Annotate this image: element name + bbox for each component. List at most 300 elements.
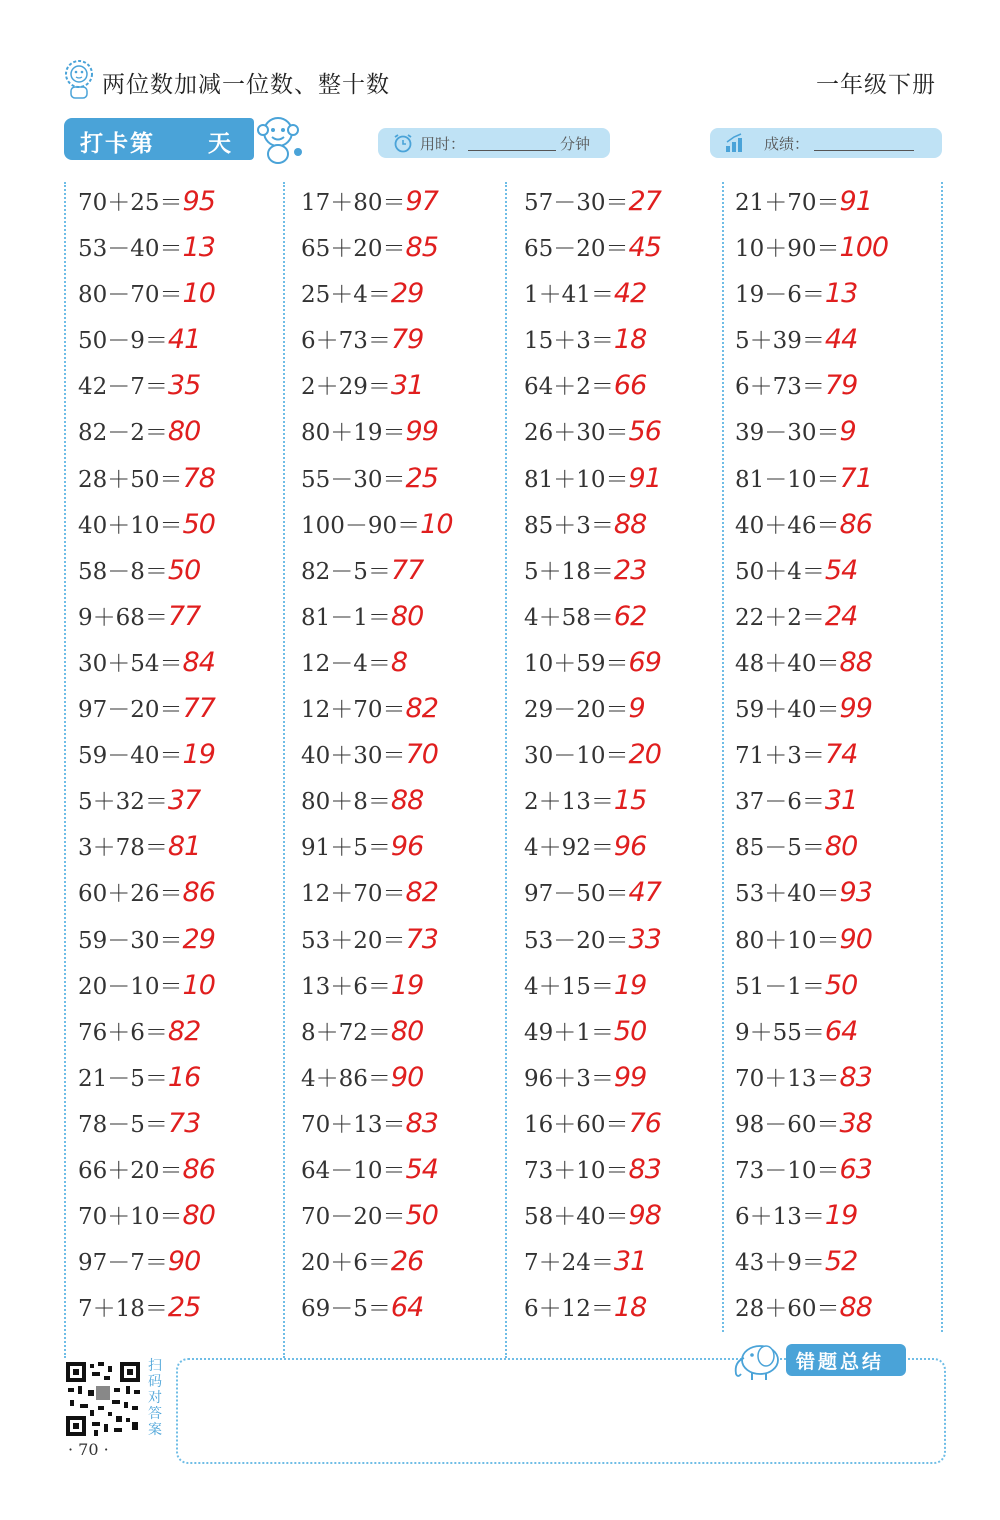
problem-row <box>524 871 661 917</box>
problem-row <box>301 964 453 1010</box>
handwritten-answer[interactable]: 8 <box>390 646 408 678</box>
divider-line <box>283 182 285 1358</box>
grade-label: 一年级下册 <box>816 72 936 98</box>
problem-row <box>524 180 661 226</box>
handwritten-answer[interactable]: 52 <box>824 1246 858 1278</box>
handwritten-answer[interactable]: 19 <box>613 969 647 1001</box>
handwritten-answer[interactable]: 31 <box>824 785 858 817</box>
divider-line <box>64 182 66 1358</box>
problem-row <box>524 733 661 779</box>
equation: 80＋19＝ <box>301 420 406 447</box>
equation: 10＋90＝ <box>735 236 840 263</box>
problem-row <box>301 226 453 272</box>
handwritten-answer[interactable]: 56 <box>628 416 661 448</box>
equation: 26＋30＝ <box>524 420 629 447</box>
problem-column-4 <box>735 180 888 1332</box>
equation: 39－30＝ <box>735 420 840 447</box>
problem-row <box>524 825 661 871</box>
handwritten-answer[interactable]: 64 <box>390 1292 424 1324</box>
problem-row <box>78 918 215 964</box>
problem-row <box>301 595 453 641</box>
problem-row <box>524 318 661 364</box>
time-field[interactable] <box>378 128 610 158</box>
handwritten-answer[interactable]: 50 <box>182 508 215 540</box>
equation: 6＋73＝ <box>301 328 391 355</box>
problem-row <box>735 733 888 779</box>
problem-row <box>78 871 215 917</box>
handwritten-answer[interactable]: 77 <box>182 693 215 725</box>
handwritten-answer[interactable]: 20 <box>628 739 661 771</box>
equation: 53＋20＝ <box>301 927 406 954</box>
equation: 53＋40＝ <box>735 881 840 908</box>
equation: 28＋60＝ <box>735 1296 840 1323</box>
handwritten-answer[interactable]: 77 <box>390 554 424 586</box>
problem-row <box>78 1286 215 1332</box>
problem-row <box>524 641 661 687</box>
handwritten-answer[interactable]: 80 <box>390 1015 424 1047</box>
page-number: · 70 · <box>68 1440 109 1459</box>
handwritten-answer[interactable]: 13 <box>182 232 215 264</box>
problem-row <box>78 687 215 733</box>
equation: 96＋3＝ <box>524 1065 614 1092</box>
problem-row <box>735 457 888 503</box>
problem-row <box>735 964 888 1010</box>
equation: 5＋39＝ <box>735 328 825 355</box>
problem-row <box>78 779 215 825</box>
handwritten-answer[interactable]: 25 <box>405 462 438 494</box>
handwritten-answer[interactable]: 80 <box>167 416 201 448</box>
equation: 7＋24＝ <box>524 1250 614 1277</box>
handwritten-answer[interactable]: 91 <box>628 462 661 494</box>
equation: 73－10＝ <box>735 1157 840 1184</box>
problem-row <box>735 779 888 825</box>
equation: 6＋12＝ <box>524 1296 614 1323</box>
equation: 2＋13＝ <box>524 789 614 816</box>
equation: 7＋18＝ <box>78 1296 168 1323</box>
handwritten-answer[interactable]: 29 <box>390 278 424 310</box>
equation: 85－5＝ <box>735 835 825 862</box>
handwritten-answer[interactable]: 86 <box>839 508 872 540</box>
handwritten-answer[interactable]: 86 <box>182 1153 215 1185</box>
equation: 19－6＝ <box>735 282 825 309</box>
handwritten-answer[interactable]: 99 <box>613 1061 647 1093</box>
handwritten-answer[interactable]: 54 <box>824 554 858 586</box>
equation: 2＋29＝ <box>301 374 391 401</box>
handwritten-answer[interactable]: 90 <box>839 923 872 955</box>
handwritten-answer[interactable]: 50 <box>613 1015 647 1047</box>
problem-row <box>301 871 453 917</box>
problem-row <box>78 1194 215 1240</box>
problem-row <box>735 180 888 226</box>
handwritten-answer[interactable]: 37 <box>167 785 201 817</box>
equation: 40＋10＝ <box>78 512 183 539</box>
handwritten-answer[interactable]: 83 <box>405 1107 438 1139</box>
handwritten-answer[interactable]: 9 <box>839 416 856 448</box>
handwritten-answer[interactable]: 96 <box>613 831 647 863</box>
bar-chart-icon <box>724 133 746 153</box>
handwritten-answer[interactable]: 31 <box>613 1246 647 1278</box>
equation: 30－10＝ <box>524 743 629 770</box>
problem-row <box>301 825 453 871</box>
problem-row <box>735 641 888 687</box>
equation: 70＋25＝ <box>78 190 183 216</box>
equation: 6＋13＝ <box>735 1204 825 1231</box>
problem-row <box>78 1010 215 1056</box>
handwritten-answer[interactable]: 47 <box>628 877 661 909</box>
equation: 59－40＝ <box>78 743 183 770</box>
problem-row <box>78 1056 215 1102</box>
equation: 78－5＝ <box>78 1111 168 1138</box>
handwritten-answer[interactable]: 78 <box>182 462 215 494</box>
equation: 65＋20＝ <box>301 236 406 263</box>
handwritten-answer[interactable]: 83 <box>628 1153 661 1185</box>
problem-row <box>301 1194 453 1240</box>
problem-row <box>735 687 888 733</box>
scan-answers-label: 扫码对答案 <box>148 1358 162 1438</box>
equation: 70＋10＝ <box>78 1204 183 1231</box>
problem-row <box>524 1194 661 1240</box>
handwritten-answer[interactable]: 41 <box>167 324 201 356</box>
problem-row <box>735 226 888 272</box>
problem-row <box>524 595 661 641</box>
handwritten-answer[interactable]: 66 <box>613 370 647 402</box>
equation: 57－30＝ <box>524 190 629 216</box>
problem-row <box>524 226 661 272</box>
problem-row <box>301 918 453 964</box>
lion-mascot-icon <box>62 58 96 100</box>
score-field[interactable] <box>710 128 942 158</box>
page-header <box>62 58 942 108</box>
equation: 29－20＝ <box>524 697 629 724</box>
checkin-day-label: 天 <box>208 131 231 157</box>
handwritten-answer[interactable]: 29 <box>182 923 215 955</box>
problem-row <box>735 1240 888 1286</box>
equation: 59－30＝ <box>78 927 183 954</box>
handwritten-answer[interactable]: 79 <box>824 370 858 402</box>
handwritten-answer[interactable]: 80 <box>824 831 858 863</box>
equation: 97－7＝ <box>78 1250 168 1277</box>
equation: 64＋2＝ <box>524 374 614 401</box>
equation: 69－5＝ <box>301 1296 391 1323</box>
handwritten-answer[interactable]: 90 <box>390 1061 424 1093</box>
handwritten-answer[interactable]: 93 <box>839 877 872 909</box>
problem-row <box>301 318 453 364</box>
summary-tag <box>786 1344 906 1376</box>
handwritten-answer[interactable]: 50 <box>405 1200 438 1232</box>
equation: 80－70＝ <box>78 282 183 309</box>
handwritten-answer[interactable]: 19 <box>390 969 424 1001</box>
handwritten-answer[interactable]: 18 <box>613 324 647 356</box>
time-blank[interactable] <box>468 150 556 151</box>
handwritten-answer[interactable]: 63 <box>839 1153 872 1185</box>
equation: 50－9＝ <box>78 328 168 355</box>
problem-row <box>301 1286 453 1332</box>
handwritten-answer[interactable]: 19 <box>824 1200 858 1232</box>
handwritten-answer[interactable]: 38 <box>839 1107 872 1139</box>
equation: 17＋80＝ <box>301 190 406 216</box>
equation: 21＋70＝ <box>735 190 840 216</box>
equation: 82－2＝ <box>78 420 168 447</box>
equation: 70－20＝ <box>301 1204 406 1231</box>
equation: 81＋10＝ <box>524 466 629 493</box>
problem-row <box>78 641 215 687</box>
problem-row <box>78 318 215 364</box>
equation: 9＋68＝ <box>78 604 168 631</box>
handwritten-answer[interactable]: 42 <box>613 278 647 310</box>
handwritten-answer[interactable]: 98 <box>628 1200 661 1232</box>
equation: 40＋30＝ <box>301 743 406 770</box>
problem-row <box>735 1010 888 1056</box>
handwritten-answer[interactable]: 19 <box>182 739 215 771</box>
problem-row <box>78 549 215 595</box>
handwritten-answer[interactable]: 73 <box>405 923 438 955</box>
equation: 22＋2＝ <box>735 604 825 631</box>
equation: 42－7＝ <box>78 374 168 401</box>
handwritten-answer[interactable]: 16 <box>167 1061 201 1093</box>
handwritten-answer[interactable]: 62 <box>613 600 647 632</box>
equation: 43＋9＝ <box>735 1250 825 1277</box>
equation: 82－5＝ <box>301 558 391 585</box>
equation: 20－10＝ <box>78 973 183 1000</box>
handwritten-answer[interactable]: 95 <box>182 186 215 217</box>
problem-row <box>524 272 661 318</box>
handwritten-answer[interactable]: 82 <box>405 877 438 909</box>
handwritten-answer[interactable]: 31 <box>390 370 424 402</box>
problem-row <box>78 457 215 503</box>
handwritten-answer[interactable]: 9 <box>628 693 645 725</box>
handwritten-answer[interactable]: 50 <box>167 554 201 586</box>
handwritten-answer[interactable]: 88 <box>613 508 647 540</box>
checkin-banner <box>64 118 254 160</box>
handwritten-answer[interactable]: 45 <box>628 232 661 264</box>
problem-row <box>78 733 215 779</box>
equation: 51－1＝ <box>735 973 825 1000</box>
divider-line <box>505 182 507 1358</box>
problem-column-1 <box>78 180 215 1332</box>
handwritten-answer[interactable]: 81 <box>167 831 201 863</box>
equation: 80＋10＝ <box>735 927 840 954</box>
handwritten-answer[interactable]: 64 <box>824 1015 858 1047</box>
problem-row <box>735 318 888 364</box>
problem-row <box>301 641 453 687</box>
handwritten-answer[interactable]: 85 <box>405 232 438 264</box>
handwritten-answer[interactable]: 100 <box>839 232 889 264</box>
equation: 13＋6＝ <box>301 973 391 1000</box>
handwritten-answer[interactable]: 15 <box>613 785 647 817</box>
equation: 66＋20＝ <box>78 1157 183 1184</box>
equation: 53－40＝ <box>78 236 183 263</box>
handwritten-answer[interactable]: 86 <box>182 877 215 909</box>
equation: 97－20＝ <box>78 697 183 724</box>
problem-column-2 <box>301 180 453 1332</box>
handwritten-answer[interactable]: 79 <box>390 324 424 356</box>
equation: 85＋3＝ <box>524 512 614 539</box>
problem-row <box>78 180 215 226</box>
equation: 48＋40＝ <box>735 650 840 677</box>
handwritten-answer[interactable]: 13 <box>824 278 858 310</box>
problem-row <box>301 1010 453 1056</box>
handwritten-answer[interactable]: 82 <box>167 1015 201 1047</box>
score-label: 成绩： <box>764 135 810 153</box>
monkey-mascot-icon <box>252 112 308 166</box>
handwritten-answer[interactable]: 99 <box>405 416 438 448</box>
equation: 40＋46＝ <box>735 512 840 539</box>
equation: 12＋70＝ <box>301 881 406 908</box>
handwritten-answer[interactable]: 26 <box>390 1246 424 1278</box>
problem-row <box>78 410 215 456</box>
handwritten-answer[interactable]: 71 <box>839 462 872 494</box>
handwritten-answer[interactable]: 69 <box>628 646 661 678</box>
problem-row <box>524 457 661 503</box>
handwritten-answer[interactable]: 24 <box>824 600 858 632</box>
handwritten-answer[interactable]: 54 <box>405 1153 438 1185</box>
equation: 9＋55＝ <box>735 1019 825 1046</box>
equation: 16＋60＝ <box>524 1111 629 1138</box>
problem-row <box>524 410 661 456</box>
equation: 73＋10＝ <box>524 1157 629 1184</box>
equation: 3＋78＝ <box>78 835 168 862</box>
equation: 28＋50＝ <box>78 466 183 493</box>
handwritten-answer[interactable]: 74 <box>824 739 858 771</box>
equation: 37－6＝ <box>735 789 825 816</box>
equation: 4＋92＝ <box>524 835 614 862</box>
problem-row <box>524 364 661 410</box>
equation: 10＋59＝ <box>524 650 629 677</box>
equation: 97－50＝ <box>524 881 629 908</box>
problem-row <box>301 364 453 410</box>
handwritten-answer[interactable]: 33 <box>628 923 661 955</box>
problem-row <box>735 918 888 964</box>
problem-row <box>735 595 888 641</box>
handwritten-answer[interactable]: 99 <box>839 693 872 725</box>
equation: 8＋72＝ <box>301 1019 391 1046</box>
handwritten-answer[interactable]: 70 <box>405 739 438 771</box>
handwritten-answer[interactable]: 88 <box>839 646 872 678</box>
problem-row <box>524 1148 661 1194</box>
equation: 50＋4＝ <box>735 558 825 585</box>
equation: 1＋41＝ <box>524 282 614 309</box>
equation: 91＋5＝ <box>301 835 391 862</box>
handwritten-answer[interactable]: 96 <box>390 831 424 863</box>
problem-row <box>78 825 215 871</box>
handwritten-answer[interactable]: 83 <box>839 1061 872 1093</box>
problem-row <box>78 503 215 549</box>
equation: 58＋40＝ <box>524 1204 629 1231</box>
divider-line <box>722 182 724 1332</box>
handwritten-answer[interactable]: 76 <box>628 1107 661 1139</box>
handwritten-answer[interactable]: 73 <box>167 1107 201 1139</box>
problem-row <box>301 733 453 779</box>
handwritten-answer[interactable]: 80 <box>182 1200 215 1232</box>
divider-line <box>941 182 943 1332</box>
equation: 4＋58＝ <box>524 604 614 631</box>
problem-row <box>524 779 661 825</box>
problem-row <box>735 410 888 456</box>
problem-row <box>301 272 453 318</box>
problem-row <box>735 1102 888 1148</box>
handwritten-answer[interactable]: 27 <box>628 186 661 217</box>
problem-row <box>524 1010 661 1056</box>
equation: 65－20＝ <box>524 236 629 263</box>
problem-row <box>524 964 661 1010</box>
problem-row <box>735 1148 888 1194</box>
problem-row <box>301 180 453 226</box>
time-label: 用时： <box>420 135 466 153</box>
equation: 25＋4＝ <box>301 282 391 309</box>
problem-row <box>78 964 215 1010</box>
handwritten-answer[interactable]: 23 <box>613 554 647 586</box>
equation: 80＋8＝ <box>301 789 391 816</box>
problem-row <box>301 1102 453 1148</box>
equation: 5＋18＝ <box>524 558 614 585</box>
problem-row <box>301 503 453 549</box>
problem-row <box>78 226 215 272</box>
handwritten-answer[interactable]: 88 <box>390 785 424 817</box>
problem-row <box>735 364 888 410</box>
handwritten-answer[interactable]: 82 <box>405 693 438 725</box>
handwritten-answer[interactable]: 77 <box>167 600 201 632</box>
handwritten-answer[interactable]: 88 <box>839 1292 872 1324</box>
handwritten-answer[interactable]: 35 <box>167 370 201 402</box>
equation: 59＋40＝ <box>735 697 840 724</box>
equation: 15＋3＝ <box>524 328 614 355</box>
equation: 4＋86＝ <box>301 1065 391 1092</box>
equation: 5＋32＝ <box>78 789 168 816</box>
equation: 70＋13＝ <box>735 1065 840 1092</box>
handwritten-answer[interactable]: 80 <box>390 600 424 632</box>
score-blank[interactable] <box>814 150 914 151</box>
handwritten-answer[interactable]: 50 <box>824 969 858 1001</box>
qr-code-icon[interactable] <box>64 1360 142 1438</box>
handwritten-answer[interactable]: 84 <box>182 646 215 678</box>
handwritten-answer[interactable]: 44 <box>824 324 858 356</box>
problem-row <box>78 364 215 410</box>
handwritten-answer[interactable]: 91 <box>839 186 872 217</box>
equation: 6＋73＝ <box>735 374 825 401</box>
problem-row <box>735 549 888 595</box>
problem-row <box>735 1286 888 1332</box>
problem-row <box>735 871 888 917</box>
problem-row <box>735 272 888 318</box>
handwritten-answer[interactable]: 10 <box>420 508 453 540</box>
equation: 30＋54＝ <box>78 650 183 677</box>
equation: 20＋6＝ <box>301 1250 391 1277</box>
equation: 12－4＝ <box>301 650 391 677</box>
handwritten-answer[interactable]: 25 <box>167 1292 201 1324</box>
equation: 76＋6＝ <box>78 1019 168 1046</box>
problem-row <box>735 825 888 871</box>
handwritten-answer[interactable]: 18 <box>613 1292 647 1324</box>
problem-row <box>301 687 453 733</box>
handwritten-answer[interactable]: 10 <box>182 969 215 1001</box>
equation: 4＋15＝ <box>524 973 614 1000</box>
equation: 60＋26＝ <box>78 881 183 908</box>
problem-row <box>78 595 215 641</box>
problem-row <box>301 410 453 456</box>
time-unit: 分钟 <box>560 135 591 153</box>
problem-row <box>78 1240 215 1286</box>
problem-column-3 <box>524 180 661 1332</box>
problem-row <box>524 687 661 733</box>
handwritten-answer[interactable]: 10 <box>182 278 215 310</box>
problem-row <box>735 1194 888 1240</box>
problem-row <box>524 1240 661 1286</box>
problem-row <box>524 1102 661 1148</box>
problem-row <box>524 918 661 964</box>
handwritten-answer[interactable]: 97 <box>405 186 438 217</box>
checkin-label: 打卡第 <box>80 131 155 157</box>
handwritten-answer[interactable]: 90 <box>167 1246 201 1278</box>
